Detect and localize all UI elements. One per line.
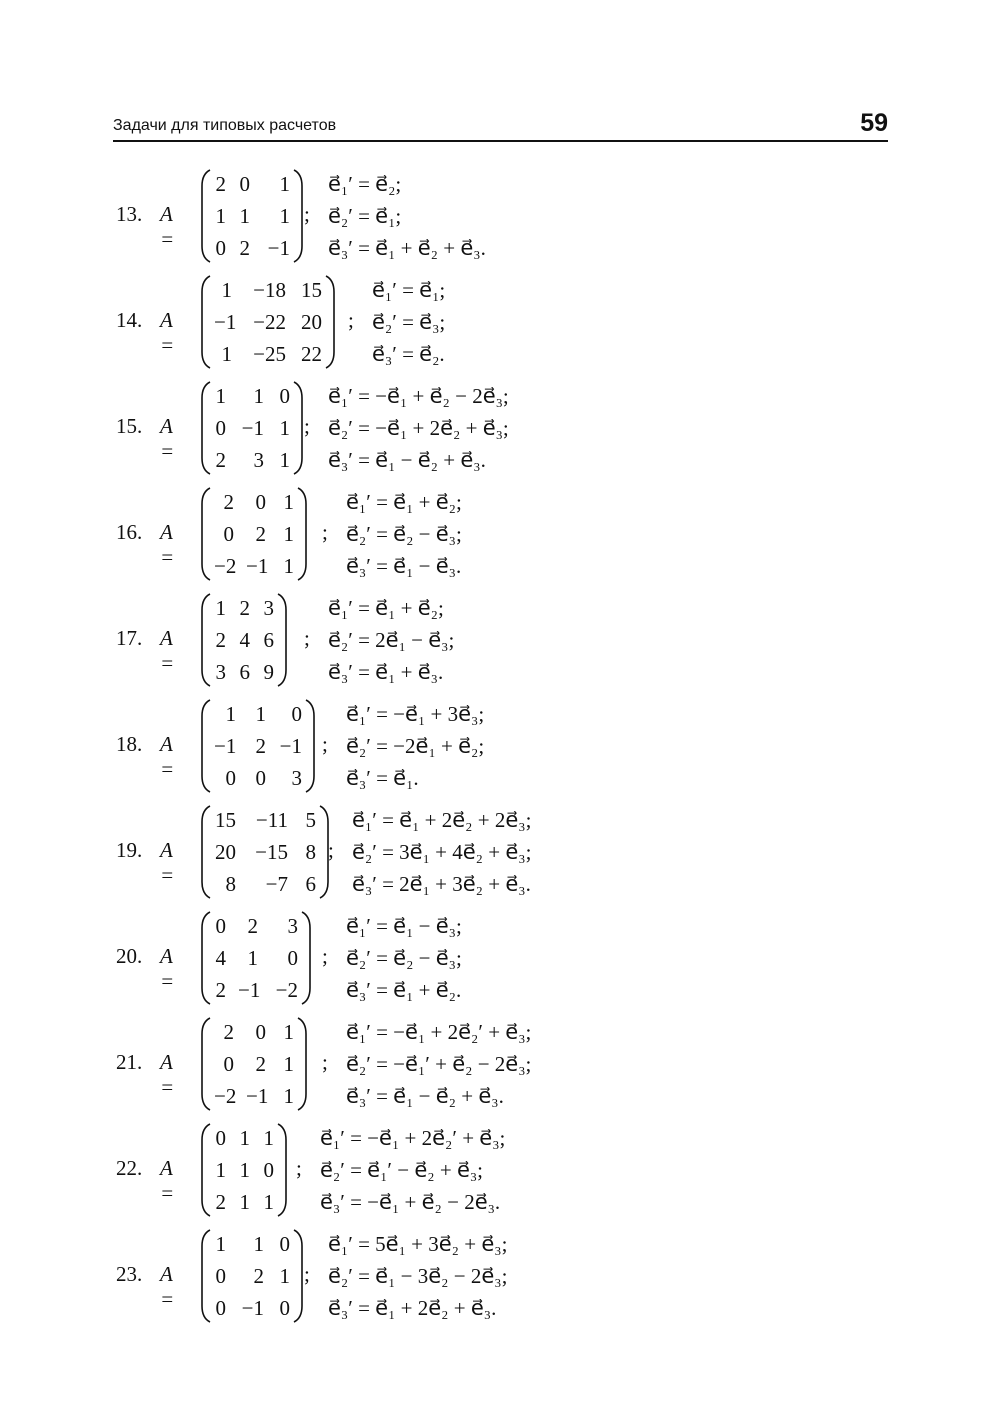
basis-equation: e⃗₁′ = e⃗₁ + e⃗₂; [328,596,444,620]
matrix-cell: −25 [253,342,286,366]
matrix-cell: 1 [283,490,294,514]
basis-equation: e⃗₁′ = −e⃗₁ + 2e⃗₂′ + e⃗₃; [320,1126,506,1150]
basis-equation: e⃗₁′ = e⃗₁; [372,278,446,302]
matrix-cell: 0 [215,1296,226,1320]
basis-equation: e⃗₁′ = −e⃗₁ + e⃗₂ − 2e⃗₃; [328,384,509,408]
problem-number: 13. [116,202,143,226]
basis-equation: e⃗₃′ = e⃗₁ − e⃗₂ + e⃗₃. [346,1084,504,1108]
basis-equation: e⃗₃′ = e⃗₂. [372,342,445,366]
left-paren [200,1016,212,1112]
basis-equation: e⃗₁′ = e⃗₁ − e⃗₃; [346,914,462,938]
matrix-cell: 0 [215,1264,226,1288]
matrix-cell: 1 [283,522,294,546]
basis-equations [346,910,462,1006]
separator-semicolon: ; [322,944,328,968]
basis-equations [328,380,509,476]
matrix-cell: 0 [223,522,234,546]
matrix [200,804,330,900]
matrix-cell: 1 [253,384,264,408]
left-paren [200,1122,212,1218]
basis-equation: e⃗₃′ = e⃗₁ + e⃗₃. [328,660,444,684]
right-paren [276,592,288,688]
matrix-cell: 2 [215,628,226,652]
basis-equation: e⃗₃′ = e⃗₁ − e⃗₂ + e⃗₃. [328,448,486,472]
left-paren [200,274,212,370]
basis-equation: e⃗₁′ = e⃗₁ + e⃗₂; [346,490,462,514]
basis-equations [346,1016,531,1112]
matrix-cell: 1 [221,278,232,302]
matrix-cell: 2 [215,1190,226,1214]
matrix-cell: 0 [215,416,226,440]
matrix-cell: 2 [255,734,266,758]
matrix-cell: 1 [215,1158,226,1182]
matrix-cell: −1 [214,310,237,334]
problem-number: 16. [116,520,143,544]
problem-number: 23. [116,1262,143,1286]
matrix-cell: 0 [279,1232,290,1256]
basis-equations [328,168,486,264]
matrix-cell: 9 [263,660,274,684]
left-paren [200,486,212,582]
matrix-cell: 0 [287,946,298,970]
matrix-cell: −1 [279,734,302,758]
matrix-label: A = [160,414,175,463]
matrix-cell: −2 [275,978,298,1002]
matrix [200,380,304,476]
basis-equation: e⃗₃′ = −e⃗₁ + e⃗₂ − 2e⃗₃. [320,1190,501,1214]
matrix-cell: 2 [247,914,258,938]
right-paren [292,380,304,476]
matrix-label: A = [160,308,175,357]
matrix-cell: 1 [263,1190,274,1214]
basis-equation: e⃗₃′ = e⃗₁ + e⃗₂ + e⃗₃. [328,236,486,260]
problem-number: 14. [116,308,143,332]
basis-equations [352,804,531,900]
matrix-cell: 1 [283,1052,294,1076]
basis-equations [328,592,454,688]
matrix-label: A = [160,626,175,675]
basis-equation: e⃗₃′ = 2e⃗₁ + 3e⃗₂ + e⃗₃. [352,872,531,896]
basis-equation: e⃗₂′ = e⃗₃; [372,310,446,334]
left-paren [200,592,212,688]
matrix-cell: 0 [215,914,226,938]
matrix-cell: 2 [215,172,226,196]
matrix-cell: −1 [267,236,290,260]
matrix-cell: 2 [255,522,266,546]
basis-equations [346,486,462,582]
running-title: Задачи для типовых расчетов [113,117,337,134]
matrix-cell: 20 [301,310,322,334]
matrix-label: A = [160,1262,175,1311]
matrix-cell: −1 [214,734,237,758]
matrix-cell: 0 [279,1296,290,1320]
problem-number: 20. [116,944,143,968]
basis-equation: e⃗₂′ = e⃗₂ − e⃗₃; [346,946,462,970]
matrix-cell: −2 [214,554,237,578]
matrix-label: A = [160,1050,175,1099]
right-paren [292,1228,304,1324]
matrix-label: A = [160,838,175,887]
matrix-cell: −1 [246,554,269,578]
matrix-cell: −2 [214,1084,237,1108]
matrix-cell: 8 [305,840,316,864]
matrix-cell: 6 [305,872,316,896]
matrix [200,1228,304,1324]
matrix-cell: 1 [225,702,236,726]
matrix-cell: 0 [239,172,250,196]
basis-equation: e⃗₁′ = e⃗₂; [328,172,402,196]
matrix-cell: 1 [239,1158,250,1182]
basis-equation: e⃗₂′ = −e⃗₁′ + e⃗₂ − 2e⃗₃; [346,1052,532,1076]
left-paren [200,698,212,794]
separator-semicolon: ; [322,1050,328,1074]
matrix-cell: 3 [215,660,226,684]
page-header [113,100,888,142]
matrix-cell: 1 [215,596,226,620]
matrix-label: A = [160,520,175,569]
basis-equation: e⃗₃′ = e⃗₁ + 2e⃗₂ + e⃗₃. [328,1296,497,1320]
matrix [200,168,304,264]
matrix-cell: 15 [215,808,236,832]
basis-equations [328,1228,507,1324]
basis-equation: e⃗₁′ = 5e⃗₁ + 3e⃗₂ + e⃗₃; [328,1232,508,1256]
matrix-cell: 1 [279,448,290,472]
matrix-cell: 4 [239,628,250,652]
basis-equation: e⃗₂′ = e⃗₁′ − e⃗₂ + e⃗₃; [320,1158,484,1182]
matrix-label: A = [160,1156,175,1205]
basis-equation: e⃗₁′ = −e⃗₁ + 2e⃗₂′ + e⃗₃; [346,1020,532,1044]
matrix-cell: 2 [239,596,250,620]
separator-semicolon: ; [304,414,310,438]
matrix-cell: 1 [255,702,266,726]
matrix-cell: 2 [223,490,234,514]
matrix-cell: −11 [255,808,288,832]
basis-equation: e⃗₂′ = 2e⃗₁ − e⃗₃; [328,628,455,652]
matrix-cell: 0 [255,1020,266,1044]
matrix-cell: 0 [225,766,236,790]
matrix-cell: 3 [287,914,298,938]
separator-semicolon: ; [304,626,310,650]
matrix-cell: 1 [215,384,226,408]
basis-equation: e⃗₂′ = −e⃗₁ + 2e⃗₂ + e⃗₃; [328,416,509,440]
matrix-cell: 15 [301,278,322,302]
matrix-cell: 0 [279,384,290,408]
matrix-cell: 0 [215,1126,226,1150]
matrix-cell: 1 [279,1264,290,1288]
matrix-cell: 0 [255,490,266,514]
right-paren [296,486,308,582]
matrix-cell: 2 [215,978,226,1002]
problem-number: 19. [116,838,143,862]
matrix-cell: 0 [291,702,302,726]
matrix-cell: 2 [223,1020,234,1044]
matrix-cell: 1 [215,204,226,228]
matrix-cell: −1 [241,1296,264,1320]
matrix-cell: 1 [239,1190,250,1214]
matrix-cell: −18 [253,278,286,302]
matrix-cell: 5 [305,808,316,832]
matrix-cell: −22 [253,310,286,334]
basis-equation: e⃗₂′ = e⃗₁; [328,204,402,228]
basis-equation: e⃗₂′ = e⃗₁ − 3e⃗₂ − 2e⃗₃; [328,1264,508,1288]
matrix-cell: −1 [246,1084,269,1108]
matrix [200,274,336,370]
matrix-cell: 6 [263,628,274,652]
matrix-cell: 6 [239,660,250,684]
basis-equation: e⃗₂′ = 3e⃗₁ + 4e⃗₂ + e⃗₃; [352,840,532,864]
problem-number: 22. [116,1156,143,1180]
right-paren [292,168,304,264]
basis-equation: e⃗₁′ = −e⃗₁ + 3e⃗₃; [346,702,485,726]
matrix-label: A = [160,944,175,993]
matrix [200,698,316,794]
right-paren [296,1016,308,1112]
basis-equations [346,698,484,794]
basis-equations [320,1122,505,1218]
matrix-cell: −7 [265,872,288,896]
separator-semicolon: ; [322,732,328,756]
matrix-cell: 1 [247,946,258,970]
basis-equation: e⃗₂′ = −2e⃗₁ + e⃗₂; [346,734,485,758]
matrix-cell: 2 [253,1264,264,1288]
separator-semicolon: ; [322,520,328,544]
problem-number: 15. [116,414,143,438]
matrix-cell: 8 [225,872,236,896]
matrix-cell: 1 [279,172,290,196]
right-paren [304,698,316,794]
matrix-cell: −1 [238,978,261,1002]
matrix-cell: 0 [223,1052,234,1076]
basis-equation: e⃗₃′ = e⃗₁. [346,766,419,790]
right-paren [276,1122,288,1218]
matrix-cell: 1 [279,204,290,228]
separator-semicolon: ; [296,1156,302,1180]
matrix-cell: 1 [263,1126,274,1150]
left-paren [200,910,212,1006]
matrix-cell: 1 [279,416,290,440]
matrix-cell: 3 [263,596,274,620]
matrix-cell: 1 [283,554,294,578]
matrix-cell: 1 [253,1232,264,1256]
separator-semicolon: ; [348,308,354,332]
separator-semicolon: ; [328,838,334,862]
left-paren [200,380,212,476]
matrix-cell: 1 [239,204,250,228]
matrix [200,1122,288,1218]
basis-equation: e⃗₃′ = e⃗₁ − e⃗₃. [346,554,462,578]
basis-equation: e⃗₂′ = e⃗₂ − e⃗₃; [346,522,462,546]
matrix-cell: 2 [255,1052,266,1076]
problem-number: 18. [116,732,143,756]
matrix-cell: 0 [263,1158,274,1182]
matrix-cell: 1 [239,1126,250,1150]
matrix-cell: 1 [215,1232,226,1256]
matrix-cell: 22 [301,342,322,366]
matrix-cell: 2 [215,448,226,472]
matrix-cell: 2 [239,236,250,260]
matrix-cell: 0 [215,236,226,260]
basis-equation: e⃗₁′ = e⃗₁ + 2e⃗₂ + 2e⃗₃; [352,808,532,832]
problem-number: 17. [116,626,143,650]
matrix [200,592,288,688]
matrix-cell: 1 [283,1084,294,1108]
matrix-cell: 1 [283,1020,294,1044]
matrix-cell: 20 [215,840,236,864]
separator-semicolon: ; [304,202,310,226]
matrix [200,910,312,1006]
right-paren [324,274,336,370]
left-paren [200,1228,212,1324]
separator-semicolon: ; [304,1262,310,1286]
matrix [200,1016,308,1112]
matrix-cell: 0 [255,766,266,790]
left-paren [200,804,212,900]
page-number: 59 [860,109,888,137]
matrix-label: A = [160,202,175,251]
matrix-label: A = [160,732,175,781]
matrix-cell: 1 [221,342,232,366]
problem-number: 21. [116,1050,143,1074]
matrix-cell: −15 [255,840,288,864]
basis-equation: e⃗₃′ = e⃗₁ + e⃗₂. [346,978,462,1002]
matrix-cell: −1 [241,416,264,440]
matrix [200,486,308,582]
right-paren [300,910,312,1006]
matrix-cell: 3 [253,448,264,472]
basis-equations [372,274,445,370]
left-paren [200,168,212,264]
matrix-cell: 3 [291,766,302,790]
matrix-cell: 4 [215,946,226,970]
